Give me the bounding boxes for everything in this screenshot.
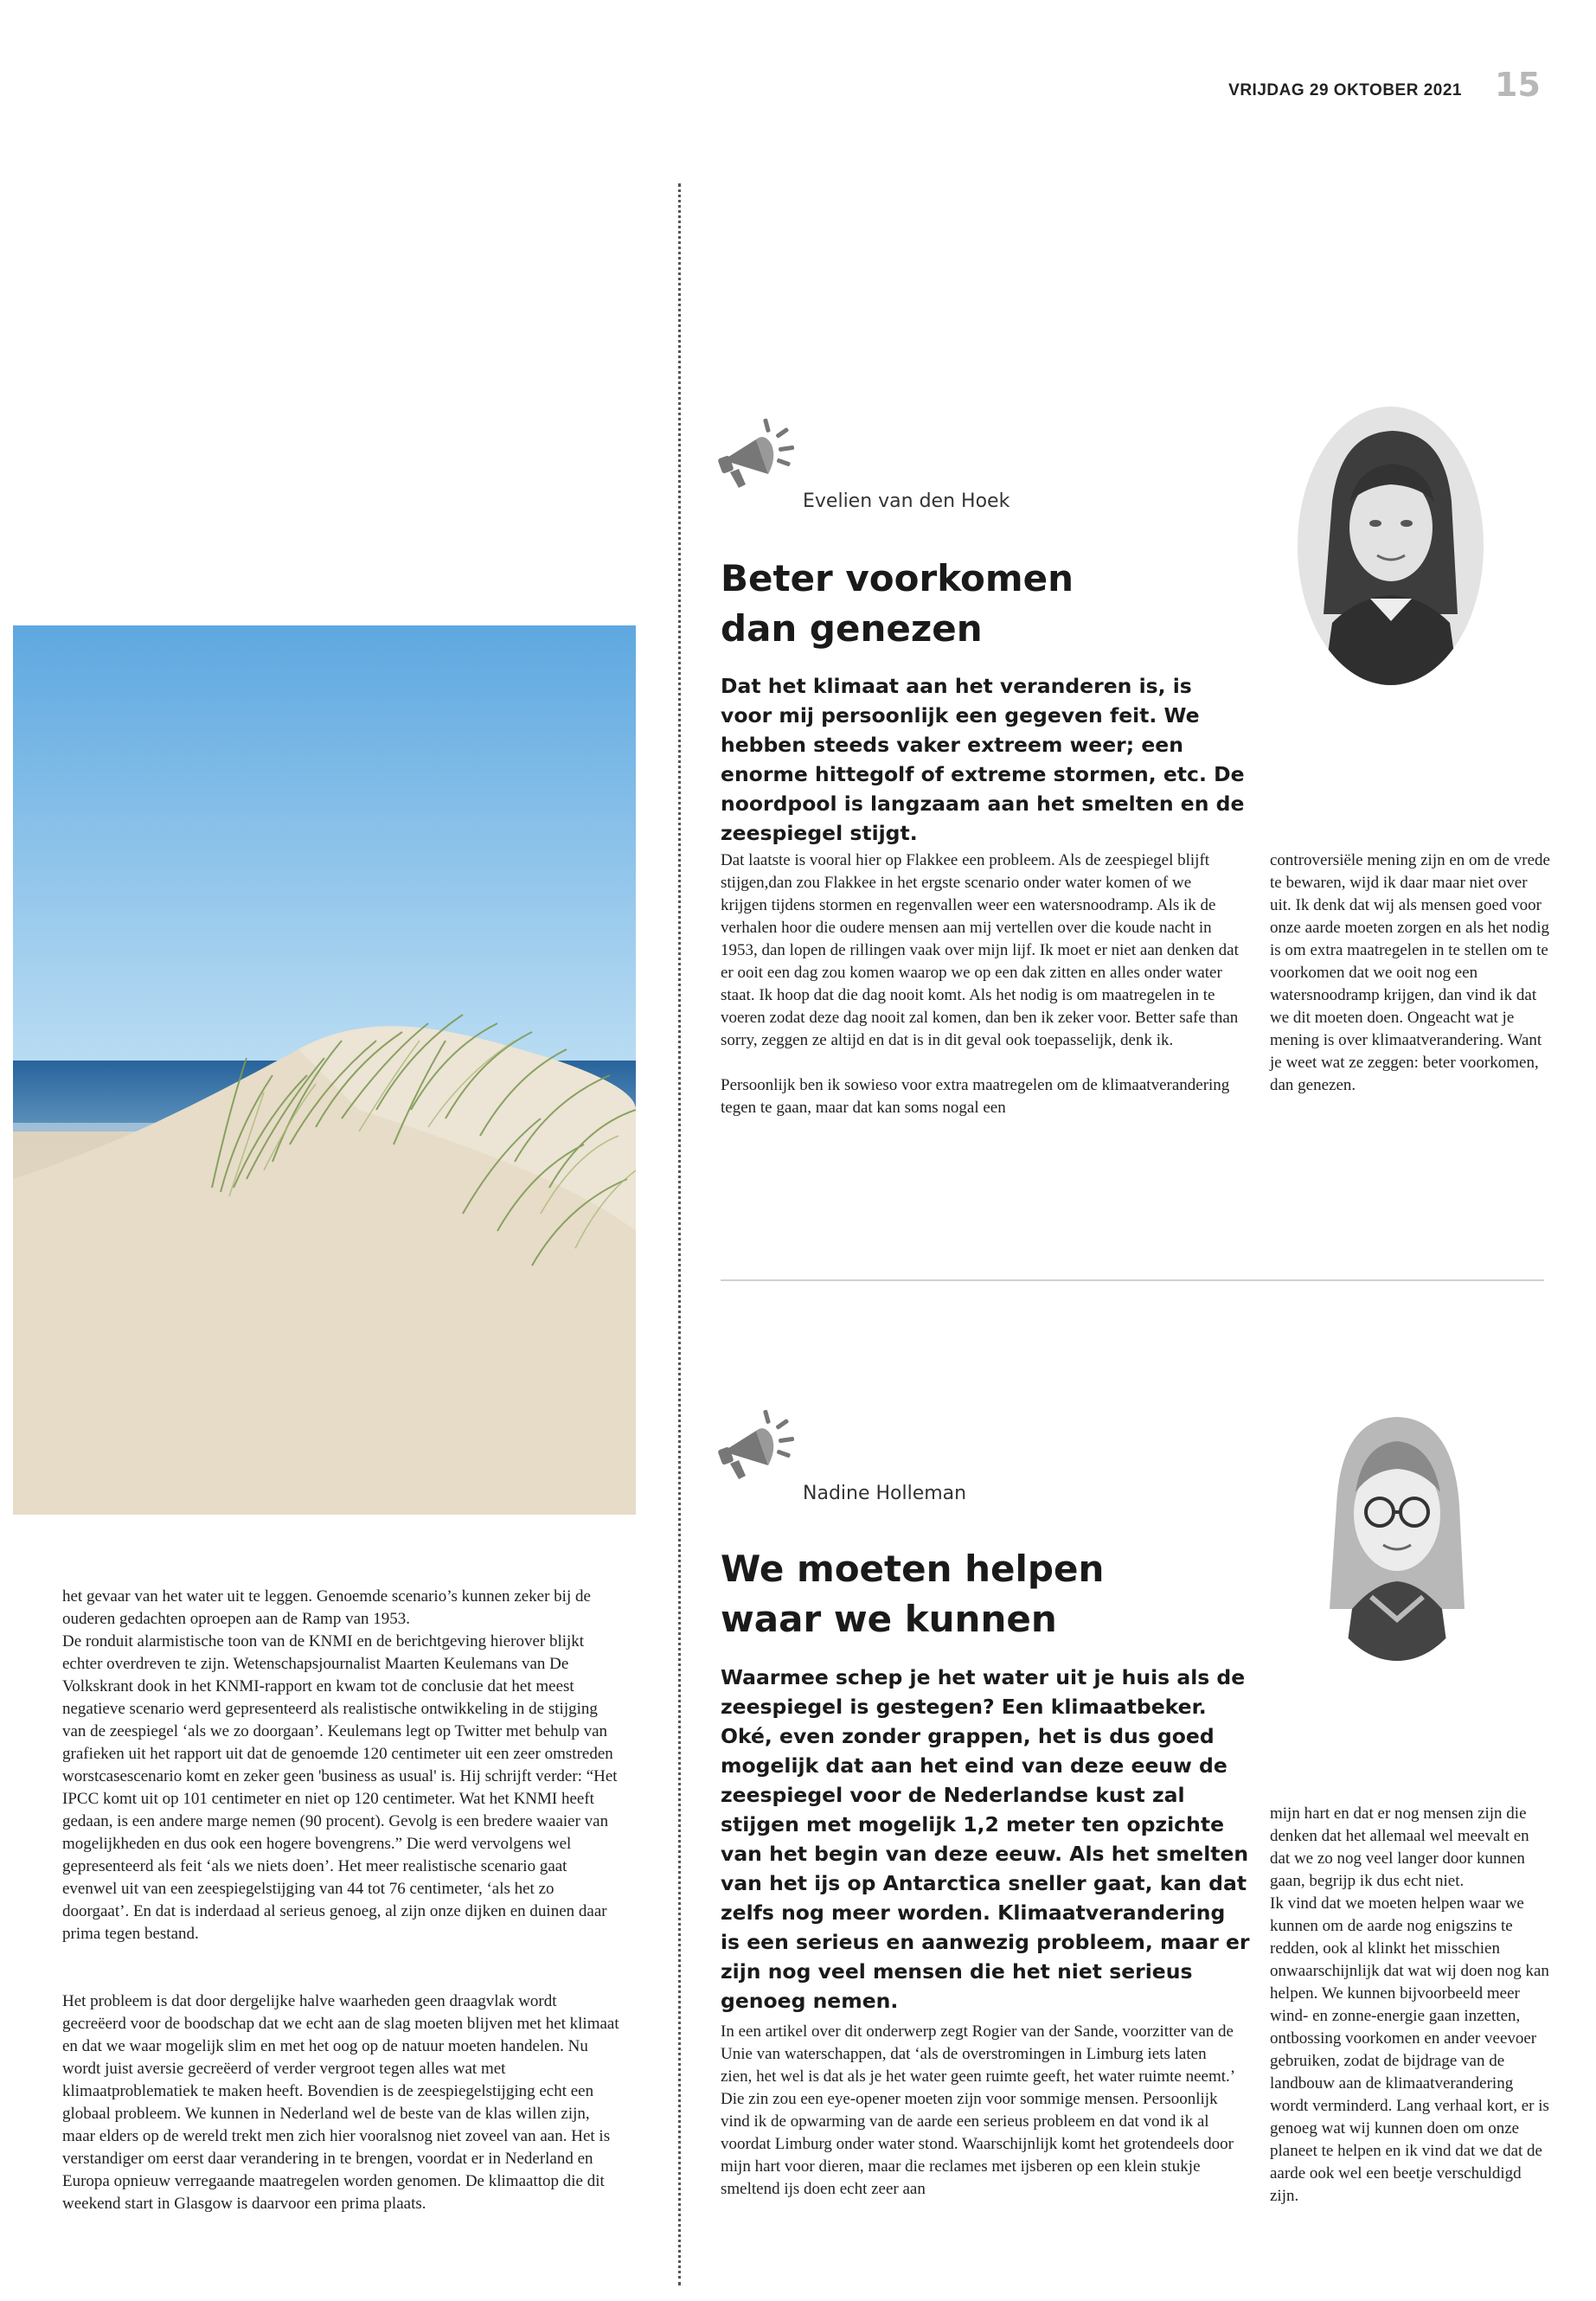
article-lead xyxy=(721,671,1250,848)
left-paragraph: Het probleem is dat door dergelijke halve waarheden geen draagvlak wordt gecreëerd voor de boodschap dat we echt aan de slag moeten blijven met het klimaat en dat we waar mogelijk slim en met het oog op de natuur moeten handelen. Nu wordt juist aversie gecreëerd of verder vergroot tegen alles wat met klimaatproblematiek te maken heeft. Bovendien is de zeespiegelstijging echt een globaal probleem. We kunnen in Nederland wel de beste van de klas willen zijn, maar elders op de wereld trekt men zich hier vooralsnog niet zoveel van aan. Het is verstandiger om eerst daar verandering in te brengen, voordat er in Nederland en Europa opnieuw verregaande maatregelen worden genomen. De klimaattop die dit weekend start in Glasgow is daarvoor een prima plaats. xyxy=(62,1992,619,2213)
article-headline xyxy=(721,554,1240,654)
headline-line: We moeten helpen xyxy=(721,1548,1105,1590)
article-body-column-1 xyxy=(721,2021,1240,2201)
lead-text: Waarmee schep je het water uit je huis als de zeespiegel is gestegen? Een klimaatbeker. Oké, even zonder grappen, het is dus goed mogelijk dat aan het eind van deze eeuw de zeespiegel voor de Nederlandse kust zal stijgen met mogelijk 1,2 meter ten opzichte van het begin van deze eeuw. Als het smelten van het ijs op Antarctica sneller gaat, kan dat zelfs nog meer worden. Klimaatverandering is een serieus en aanwezig probleem, maar er zijn nog veel mensen die het niet serieus genoeg nemen. xyxy=(721,1665,1250,2013)
lead-text: Dat het klimaat aan het veranderen is, is voor mij persoonlijk een gegeven feit. We hebben steeds vaker extreem weer; een enorme hittegolf of extreme stormen, etc. De noordpool is langzaam aan het smelten en de zeespiegel stijgt. xyxy=(721,674,1245,845)
body-paragraph: mijn hart en dat er nog mensen zijn die denken dat het allemaal wel meevalt en dat we zo nog veel langer door kunnen gaan, begrijp ik dus echt niet. Ik vind dat we moeten helpen waar we kunnen om de aarde nog enigszins te redden, ook al klinkt het misschien onwaarschijnlijk dat wat wij doen nog kan helpen. We kunnen bijvoorbeeld meer wind- en zonne-energie gaan inzetten, ontbossing voorkomen en ander veevoer gebruiken, zodat de bijdrage van de landbouw aan de klimaatverandering wordt verminderd. Lang verhaal kort, er is genoeg wat wij kunnen doen om onze planeet te helpen en ik vind dat we dat de aarde ook wel een beetje verschuldigd zijn. xyxy=(1270,1804,1549,2205)
headline-line: dan genezen xyxy=(721,607,983,650)
article-body-column-2 xyxy=(1270,1780,1551,2230)
megaphone-icon xyxy=(715,407,810,493)
beach-dune-photo xyxy=(13,625,636,1515)
article-body-column-2 xyxy=(1270,849,1551,1097)
article-headline xyxy=(721,1544,1257,1644)
headline-line: waar we kunnen xyxy=(721,1598,1057,1640)
body-paragraph: controversiële mening zijn en om de vrede te bewaren, wijd ik daar maar niet over uit. Ik denk dat wij als mensen goed voor onze aarde moeten zorgen en als het nodig is om extra maatregelen in te stellen om te voorkomen dat we ooit nog een watersnoodramp krijgen, dan vind ik dat we dit moeten doen. Ongeacht wat je mening is over klimaatverandering. Want je weet wat ze zeggen: beter voorkomen, dan genezen. xyxy=(1270,851,1550,1094)
article-lead xyxy=(721,1663,1250,2016)
headline-line: Beter voorkomen xyxy=(721,557,1074,599)
left-paragraph: het gevaar van het water uit te leggen. Genoemde scenario’s kunnen zeker bij de ouderen gedachten oproepen aan de Ramp van 1953. De ronduit alarmistische toon van de KNMI en de berichtgeving hierover blijkt echter overdreven te zijn. Wetenschapsjournalist Maarten Keulemans van De Volkskrant dook in het KNMI-rapport en kwam tot de conclusie dat het meest negatieve scenario werd gepresenteerd als realistische ontwikkeling in de stijging van de zeespiegel ‘als we zo doorgaan’. Keulemans legt op Twitter met behulp van grafieken uit het rapport uit dat de genoemde 120 centimeter uit een zeer omstreden worstcasescenario komt en zeker geen 'business as usual' is. Hij schrijft verder: “Het IPCC komt uit op 101 centimeter en niet op 120 centimeter. Wat het KNMI heeft gedaan, is een andere marge nemen (90 procent). Gevolg is een bredere waaier van mogelijkheden en dus ook een hogere bovengrens.” Die werd vervolgens wel gepresenteerd als feit ‘als we niets doen’. Het meer realistische scenario gaat evenwel uit van een zeespiegelstijging van 44 tot 76 centimeter, ‘als het zo doorgaat’. En dat is inderdaad al serieus genoeg, al zijn onze dijken en duinen daar prima tegen bestand. xyxy=(62,1587,618,1943)
body-paragraph: Dat laatste is vooral hier op Flakkee een probleem. Als de zeespiegel blijft stijgen,dan zou Flakkee in het ergste scenario onder water komen of we krijgen tijdens stormen en regenvallen weer een watersnoodramp. Als ik de verhalen hoor die oudere mensen aan mij vertellen over die koude nacht in 1953, dan lopen de rillingen vaak over mijn lijf. Ik moet er niet aan denken dat er ooit een dag zou komen waarop we op een dak zitten en alles onder water staat. Ik hoop dat die dag nooit komt. Als het nodig is om maatregelen in te voeren zodat deze dag nooit zal komen, dan ben ik zeker voor. Better safe than sorry, zeggen ze altijd en dat is in dit geval ook toepasselijk, denk ik. xyxy=(721,851,1239,1049)
body-paragraph: In een artikel over dit onderwerp zegt Rogier van der Sande, voorzitter van de Unie van waterschappen, dat ‘als de overstromingen in Limburg iets laten zien, het wel is dat als je het water geen ruimte geeft, het water ruimte neemt.’ Die zin zou een eye-opener moeten zijn voor sommige mensen. Persoonlijk vind ik de opwarming van de aarde een serieus probleem en dat vond ik al voordat Limburg onder water stond. Waarschijnlijk komt het grotendeels door mijn hart voor dieren, maar die reclames met ijsberen op een klein stukje smeltend ijs doen echt zeer aan xyxy=(721,2022,1234,2198)
megaphone-icon xyxy=(715,1398,810,1484)
left-column-text xyxy=(62,1563,625,2238)
article-body-column-1 xyxy=(721,849,1240,1119)
author-name: Nadine Holleman xyxy=(803,1483,967,1504)
body-paragraph: Persoonlijk ben ik sowieso voor extra maatregelen om de klimaatverandering tegen te gaan, maar dat kan soms nogal een xyxy=(721,1076,1230,1117)
header-date: VRIJDAG 29 OKTOBER 2021 xyxy=(1228,81,1462,99)
author-name: Evelien van den Hoek xyxy=(803,490,1010,512)
column-divider xyxy=(678,183,681,2285)
author-portrait xyxy=(1298,407,1484,685)
page-number: 15 xyxy=(1495,66,1541,104)
article-divider xyxy=(721,1279,1544,1281)
author-portrait xyxy=(1311,1401,1484,1661)
